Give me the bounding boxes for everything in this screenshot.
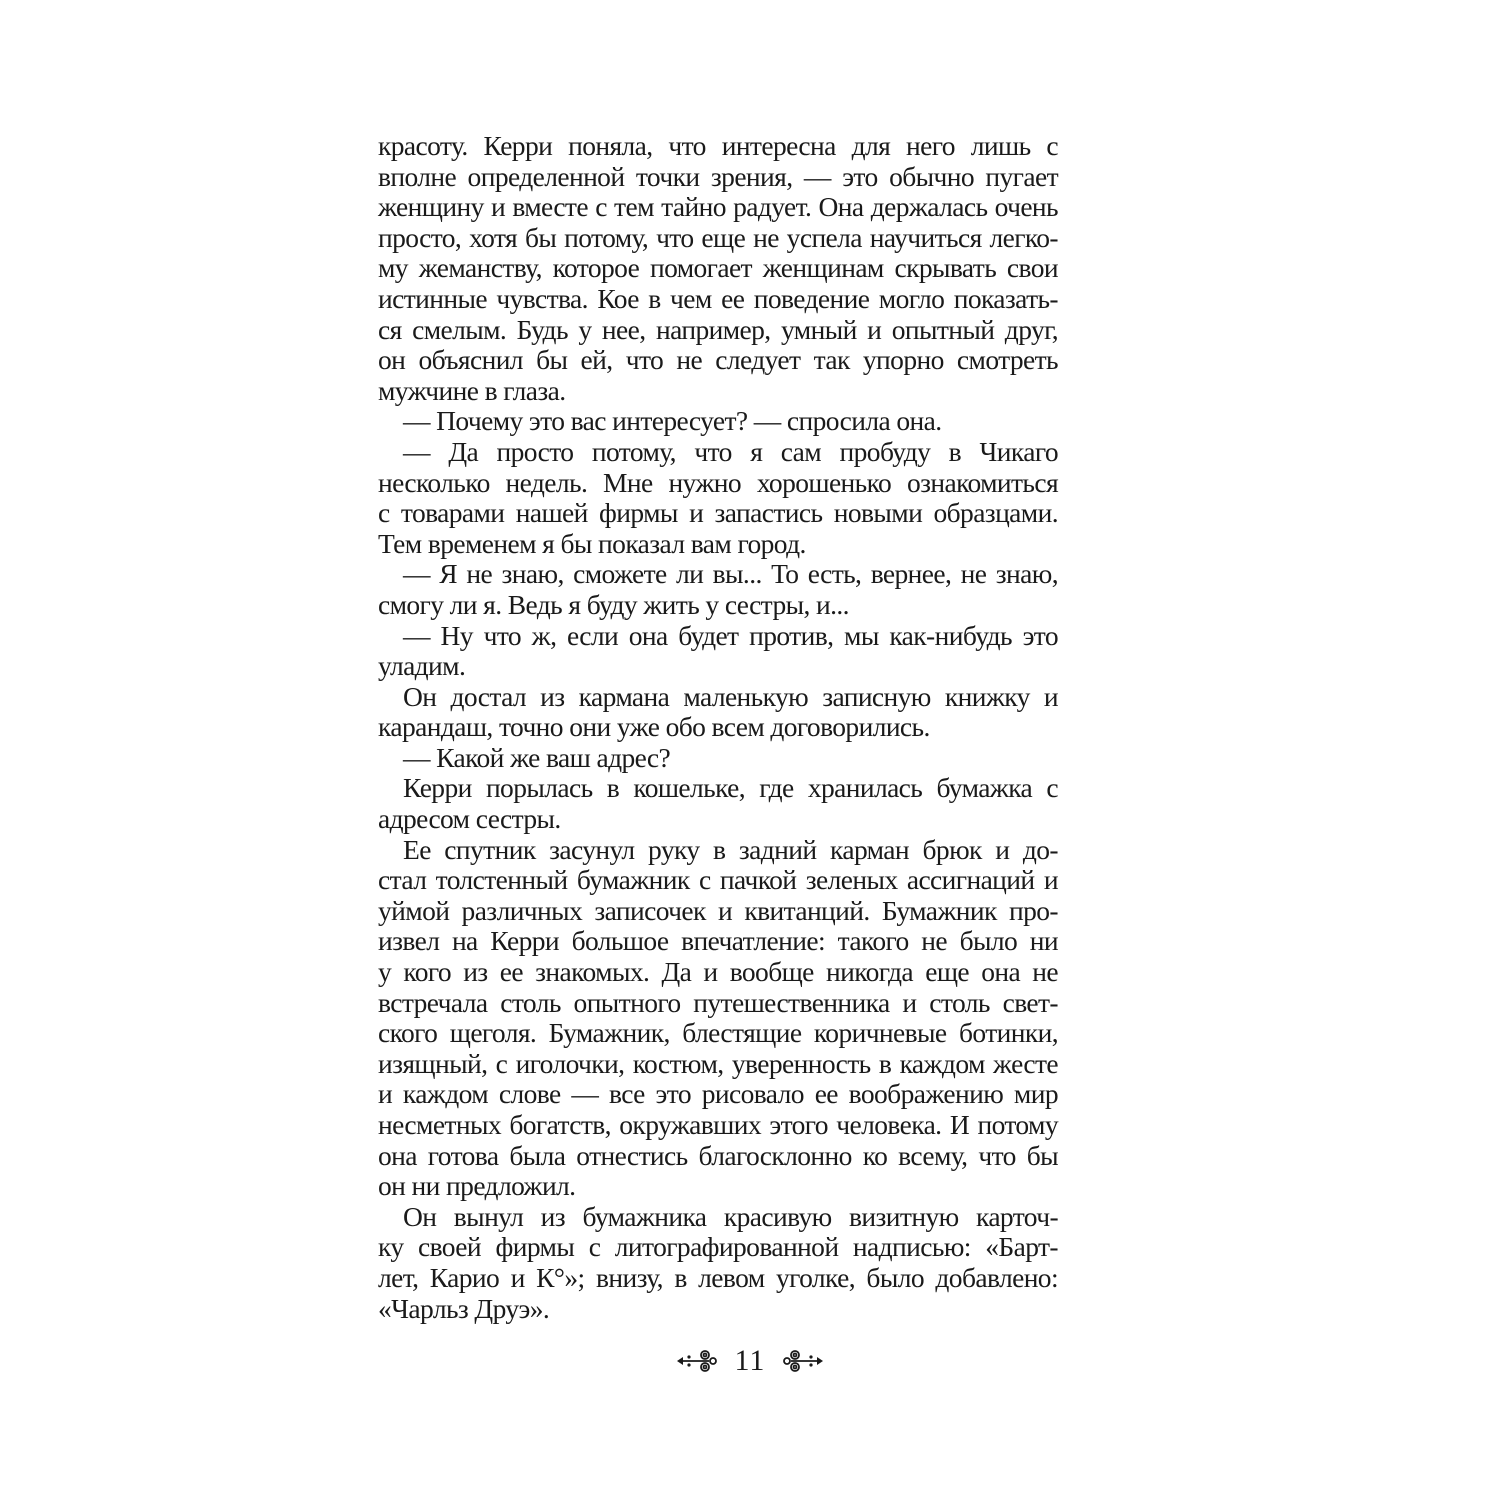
text-line: ского щеголя. Бумажник, блестящие коричневые ботинки, (378, 1017, 1058, 1049)
text-line: Он вынул из бумажника красивую визитную карточ- (403, 1200, 1058, 1232)
text-line: ся смелым. Будь у нее, например, умный и опытный друг, (378, 313, 1058, 345)
text-line: мужчине в глаза. (378, 374, 566, 406)
text-line: — Почему это вас интересует? — спросила она. (403, 405, 942, 437)
text-line: Тем временем я бы показал вам город. (378, 527, 806, 559)
text-line: «Чарльз Друэ». (378, 1292, 550, 1324)
text-line: она готова была отнестись благосклонно ко всему, что бы (378, 1139, 1058, 1171)
text-line: — Я не знаю, сможете ли вы... То есть, вернее, не знаю, (403, 558, 1058, 590)
text-line: Он достал из кармана маленькую записную книжку и (403, 680, 1058, 712)
page-footer (0, 1344, 1500, 1378)
text-line: смогу ли я. Ведь я буду жить у сестры, и... (378, 588, 849, 620)
text-line: Керри порылась в кошельке, где хранилась бумажка с (403, 772, 1058, 804)
text-line: он объяснил бы ей, что не следует так упорно смотреть (378, 344, 1058, 376)
text-line: женщину и вместе с тем тайно радует. Она держалась очень (378, 191, 1058, 223)
page-number: 11 (734, 1344, 766, 1377)
text-line: — Какой же ваш адрес? (403, 741, 671, 773)
text-line: несколько недель. Мне нужно хорошенько ознакомиться (378, 466, 1058, 498)
text-line: изящный, с иголочки, костюм, уверенность в каждом жесте (378, 1047, 1058, 1079)
text-line: извел на Керри большое впечатление: такого не было ни (378, 925, 1058, 957)
text-line: — Да просто потому, что я сам пробуду в Чикаго (403, 435, 1058, 467)
text-line: уймой различных записочек и квитанций. Бумажник про- (378, 894, 1058, 926)
text-line: у кого из ее знакомых. Да и вообще никогда еще она не (378, 956, 1058, 988)
text-line: встречала столь опытного путешественника и столь свет- (378, 986, 1058, 1018)
right-fleuron-icon (779, 1346, 825, 1376)
text-line: с товарами нашей фирмы и запастись новыми образцами. (378, 497, 1058, 529)
text-line: уладим. (378, 650, 466, 682)
text-line: — Ну что ж, если она будет против, мы как-нибудь это (403, 619, 1058, 651)
text-line: карандаш, точно они уже обо всем договорились. (378, 711, 930, 743)
text-line: вполне определенной точки зрения, — это обычно пугает (378, 160, 1058, 192)
text-line: он ни предложил. (378, 1170, 576, 1202)
text-line: несметных богатств, окружавших этого человека. И потому (378, 1109, 1058, 1140)
text-line: стал толстенный бумажник с пачкой зеленых ассигнаций и (378, 864, 1058, 896)
text-line: и каждом слове — все это рисовало ее воображению мир (378, 1078, 1058, 1110)
text-line: просто, хотя бы потому, что еще не успела научиться легко- (378, 221, 1058, 253)
text-column (378, 131, 1058, 1324)
page-body (378, 131, 1058, 1324)
text-line: красоту. Керри поняла, что интересна для него лишь с (378, 130, 1058, 161)
text-line: Ее спутник засунул руку в задний карман брюк и до- (403, 833, 1058, 865)
text-line: лет, Карио и К°»; внизу, в левом уголке, было добавлено: (378, 1261, 1058, 1293)
left-fleuron-icon (675, 1346, 721, 1376)
text-line: му жеманству, которое помогает женщинам скрывать свои (378, 252, 1058, 284)
text-line: ку своей фирмы с литографированной надписью: «Барт- (378, 1231, 1058, 1263)
text-line: адресом сестры. (378, 803, 561, 835)
text-line: истинные чувства. Кое в чем ее поведение могло показать- (378, 282, 1058, 314)
